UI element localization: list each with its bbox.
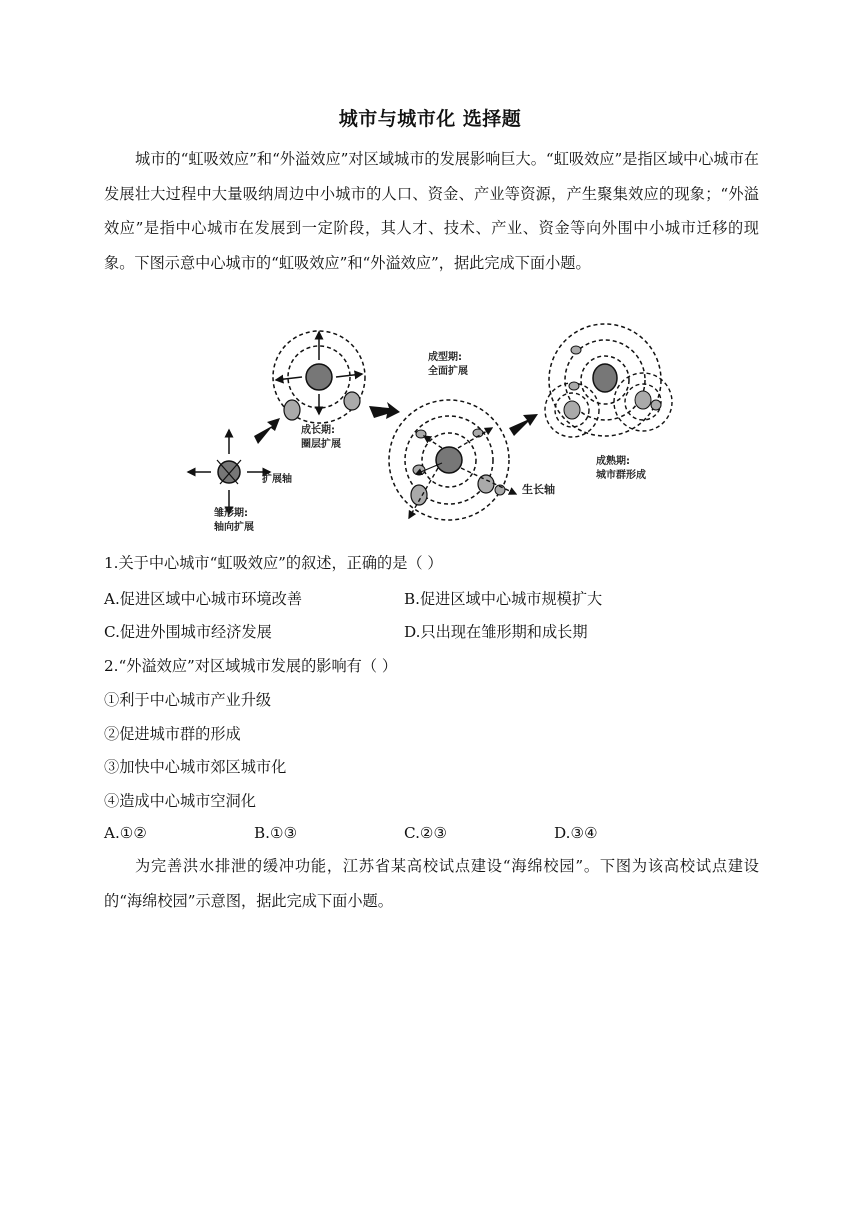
stage3-label-1: 成型期: bbox=[428, 352, 462, 363]
growth-axis-label: 生长轴 bbox=[522, 483, 555, 496]
stage2-label-1: 成长期: bbox=[301, 425, 335, 436]
q2-option-d: D.③④ bbox=[554, 824, 598, 842]
stage2-label-2: 圈层扩展 bbox=[301, 439, 341, 450]
stage4-label-1: 成熟期: bbox=[596, 456, 630, 467]
q1-option-a: A.促进区域中心城市环境改善 bbox=[104, 590, 303, 608]
q2-item-2: ②促进城市群的形成 bbox=[104, 725, 241, 743]
stage3-label-2: 全面扩展 bbox=[428, 366, 468, 377]
page-title: 城市与城市化 选择题 bbox=[338, 108, 522, 130]
q1-option-d: D.只出现在雏形期和成长期 bbox=[404, 623, 588, 641]
intro-paragraph: 城市的“虹吸效应”和“外溢效应”对区域城市的发展影响巨大。“虹吸效应”是指区域中心城市在发展壮大过程中大量吸纳周边中小城市的人口、资金、产业等资源，产生聚集效应的现象；“外溢效应”是指中心城市在发展到一定阶段，其人才、技术、产业、资金等向外围中小城市迁移的现象。下图示意中心城市的“虹吸效应”和“外溢效应”，据此完成下面小题。 bbox=[104, 150, 759, 272]
stage-arrow-icon bbox=[254, 418, 280, 444]
q2-option-b: B.①③ bbox=[254, 824, 298, 842]
city-effects-diagram bbox=[176, 318, 696, 544]
q2-item-4: ④造成中心城市空洞化 bbox=[104, 792, 256, 810]
stage1-label-1: 雏形期: bbox=[214, 508, 248, 519]
q2-option-a: A.①② bbox=[104, 824, 148, 842]
stage4-label-2: 城市群形成 bbox=[596, 470, 646, 481]
stage4-graphic bbox=[545, 324, 672, 437]
question-1-stem: 1.关于中心城市“虹吸效应”的叙述，正确的是（ ） bbox=[104, 554, 443, 572]
intro-paragraph-2: 为完善洪水排泄的缓冲功能，江苏省某高校试点建设“海绵校园”。下图为该高校试点建设的“海绵校园”示意图，据此完成下面小题。 bbox=[104, 857, 759, 910]
stage-arrow-icon bbox=[509, 414, 538, 436]
stage1-label-2: 轴向扩展 bbox=[214, 522, 254, 533]
question-2-stem: 2.“外溢效应”对区域城市发展的影响有（ ） bbox=[104, 657, 398, 675]
q1-option-b: B.促进区域中心城市规模扩大 bbox=[404, 590, 603, 608]
q2-item-3: ③加快中心城市郊区城市化 bbox=[104, 758, 287, 776]
q1-option-c: C.促进外围城市经济发展 bbox=[104, 623, 272, 641]
q2-item-1: ①利于中心城市产业升级 bbox=[104, 691, 272, 709]
q2-option-c: C.②③ bbox=[404, 824, 448, 842]
stage2-graphic bbox=[273, 331, 365, 423]
stage-arrow-icon bbox=[369, 402, 400, 419]
stage3-graphic bbox=[389, 400, 516, 520]
axis-label: 扩展轴 bbox=[262, 474, 292, 485]
